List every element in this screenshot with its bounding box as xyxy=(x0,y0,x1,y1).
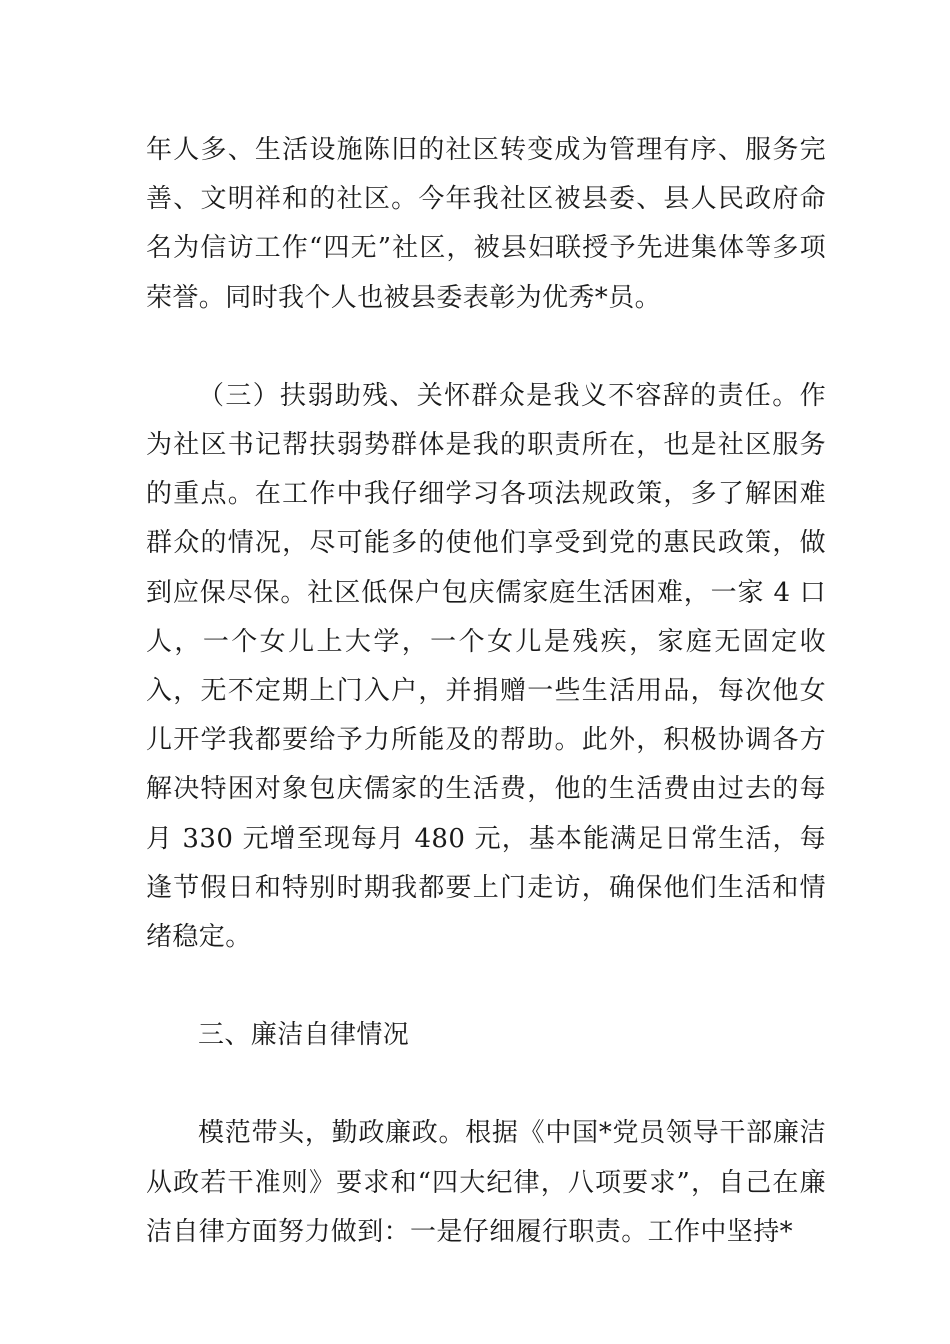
paragraph-gap xyxy=(146,1060,826,1109)
document-page xyxy=(146,126,826,1257)
paragraph-gap xyxy=(146,962,826,1011)
section-heading-integrity: 三、廉洁自律情况 xyxy=(198,1020,410,1051)
paragraph-integrity: 模范带头，勤政廉政。根据《中国*党员领导干部廉洁从政若干准则》要求和“四大纪律，八项要求”，自己在廉洁自律方面努力做到：一是仔细履行职责。工作中坚持* xyxy=(146,1118,826,1247)
paragraph-assist-vulnerable: （三）扶弱助残、关怀群众是我义不容辞的责任。作为社区书记帮扶弱势群体是我的职责所在，也是社区服务的重点。在工作中我仔细学习各项法规政策，多了解困难群众的情况，尽可能多的使他们享受到党的惠民政策，做到应保尽保。社区低保户包庆儒家庭生活困难，一家 4 口人，一个女儿上大学，一个女儿是残疾，家庭无固定收入，无不定期上门入户，并捐赠一些生活用品，每次他女儿开学我都要给予力所能及的帮助。此外，积极协调各方解决特困对象包庆儒家的生活费，他的生活费由过去的每月 330 元增至现每月 480 元，基本能满足日常生活，每逢节假日和特别时期我都要上门走访，确保他们生活和情绪稳定。 xyxy=(146,380,826,953)
paragraph-honors: 年人多、生活设施陈旧的社区转变成为管理有序、服务完善、文明祥和的社区。今年我社区被县委、县人民政府命名为信访工作“四无”社区，被县妇联授予先进集体等多项荣誉。同时我个人也被县委表彰为优秀*员。 xyxy=(146,135,826,313)
paragraph-gap xyxy=(146,323,826,372)
